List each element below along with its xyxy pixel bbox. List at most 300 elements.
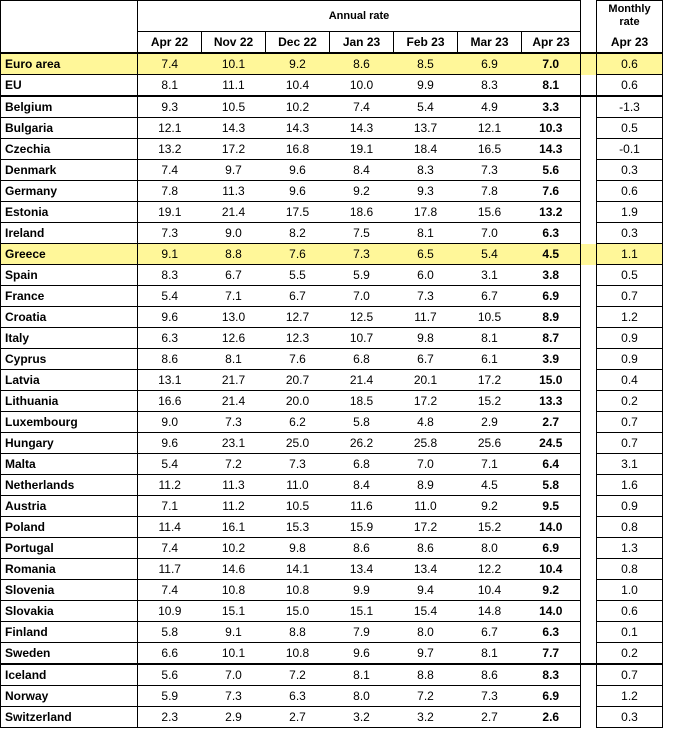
annual-rate-cell: 2.7 xyxy=(458,707,522,728)
annual-rate-cell: 6.3 xyxy=(138,328,202,349)
country-name: Norway xyxy=(1,686,138,707)
latest-annual-rate: 6.4 xyxy=(522,454,581,475)
annual-rate-cell: 7.4 xyxy=(138,580,202,601)
annual-rate-cell: 10.8 xyxy=(266,580,330,601)
annual-rate-cell: 5.8 xyxy=(138,622,202,643)
column-gap xyxy=(581,538,597,559)
column-gap xyxy=(581,244,597,265)
monthly-rate-cell: 0.7 xyxy=(597,433,663,454)
annual-rate-cell: 7.0 xyxy=(330,286,394,307)
annual-rate-cell: 6.7 xyxy=(458,286,522,307)
monthly-rate-cell: 1.1 xyxy=(597,244,663,265)
annual-rate-cell: 7.8 xyxy=(458,181,522,202)
annual-rate-cell: 23.1 xyxy=(202,433,266,454)
annual-rate-cell: 21.7 xyxy=(202,370,266,391)
annual-rate-cell: 8.3 xyxy=(138,265,202,286)
annual-rate-cell: 16.5 xyxy=(458,139,522,160)
monthly-rate-cell: 0.6 xyxy=(597,181,663,202)
monthly-rate-cell: 0.1 xyxy=(597,622,663,643)
column-gap xyxy=(581,349,597,370)
annual-rate-cell: 19.1 xyxy=(330,139,394,160)
country-name: Iceland xyxy=(1,664,138,686)
latest-annual-rate: 24.5 xyxy=(522,433,581,454)
annual-rate-cell: 25.0 xyxy=(266,433,330,454)
column-gap xyxy=(581,391,597,412)
country-name: France xyxy=(1,286,138,307)
country-name: Latvia xyxy=(1,370,138,391)
annual-rate-cell: 8.2 xyxy=(266,223,330,244)
annual-rate-cell: 9.8 xyxy=(394,328,458,349)
column-gap xyxy=(581,643,597,665)
column-gap xyxy=(581,202,597,223)
annual-rate-cell: 3.2 xyxy=(330,707,394,728)
country-name: Portugal xyxy=(1,538,138,559)
monthly-rate-cell: 0.6 xyxy=(597,53,663,75)
annual-rate-cell: 17.2 xyxy=(202,139,266,160)
monthly-rate-cell: 0.7 xyxy=(597,412,663,433)
annual-rate-cell: 8.1 xyxy=(330,664,394,686)
latest-annual-rate: 7.7 xyxy=(522,643,581,665)
column-gap xyxy=(581,559,597,580)
annual-rate-cell: 9.3 xyxy=(394,181,458,202)
annual-rate-cell: 8.1 xyxy=(458,328,522,349)
monthly-rate-cell: 0.9 xyxy=(597,496,663,517)
annual-rate-cell: 8.6 xyxy=(330,53,394,75)
monthly-rate-cell: 0.7 xyxy=(597,286,663,307)
latest-annual-rate: 3.3 xyxy=(522,96,581,118)
annual-rate-cell: 9.0 xyxy=(202,223,266,244)
annual-rate-cell: 2.7 xyxy=(266,707,330,728)
annual-rate-cell: 12.7 xyxy=(266,307,330,328)
annual-rate-cell: 16.6 xyxy=(138,391,202,412)
monthly-col-header: Apr 23 xyxy=(597,32,663,54)
country-name: Slovenia xyxy=(1,580,138,601)
annual-rate-cell: 7.8 xyxy=(138,181,202,202)
column-gap xyxy=(581,664,597,686)
annual-rate-cell: 8.8 xyxy=(202,244,266,265)
column-gap xyxy=(581,433,597,454)
annual-rate-cell: 8.6 xyxy=(458,664,522,686)
annual-rate-cell: 13.4 xyxy=(394,559,458,580)
annual-rate-cell: 11.3 xyxy=(202,181,266,202)
annual-rate-cell: 15.1 xyxy=(202,601,266,622)
country-name: Luxembourg xyxy=(1,412,138,433)
annual-rate-cell: 6.5 xyxy=(394,244,458,265)
annual-rate-cell: 10.1 xyxy=(202,53,266,75)
annual-rate-cell: 2.9 xyxy=(458,412,522,433)
annual-rate-cell: 12.3 xyxy=(266,328,330,349)
latest-annual-rate: 13.3 xyxy=(522,391,581,412)
table-row xyxy=(1,686,663,707)
annual-rate-cell: 18.4 xyxy=(394,139,458,160)
annual-rate-cell: 18.5 xyxy=(330,391,394,412)
annual-rate-cell: 9.0 xyxy=(138,412,202,433)
annual-rate-cell: 6.7 xyxy=(266,286,330,307)
column-gap xyxy=(581,622,597,643)
latest-annual-rate: 6.3 xyxy=(522,223,581,244)
annual-rate-cell: 11.6 xyxy=(330,496,394,517)
annual-rate-cell: 5.5 xyxy=(266,265,330,286)
monthly-rate-cell: 0.9 xyxy=(597,349,663,370)
country-name: Lithuania xyxy=(1,391,138,412)
annual-rate-cell: 6.9 xyxy=(458,53,522,75)
monthly-rate-cell: -0.1 xyxy=(597,139,663,160)
monthly-rate-cell: 1.3 xyxy=(597,538,663,559)
annual-rate-cell: 8.3 xyxy=(394,160,458,181)
latest-annual-rate: 4.5 xyxy=(522,244,581,265)
annual-rate-cell: 8.9 xyxy=(394,475,458,496)
annual-rate-cell: 9.6 xyxy=(266,160,330,181)
country-name: Romania xyxy=(1,559,138,580)
country-name: Sweden xyxy=(1,643,138,665)
annual-rate-cell: 12.2 xyxy=(458,559,522,580)
column-gap xyxy=(581,307,597,328)
annual-rate-cell: 9.2 xyxy=(330,181,394,202)
annual-rate-cell: 17.5 xyxy=(266,202,330,223)
latest-annual-rate: 9.2 xyxy=(522,580,581,601)
annual-rate-cell: 6.7 xyxy=(458,622,522,643)
annual-rate-cell: 10.0 xyxy=(330,75,394,97)
col-header: Dec 22 xyxy=(266,32,330,54)
column-gap xyxy=(581,286,597,307)
country-name: Czechia xyxy=(1,139,138,160)
annual-rate-cell: 7.6 xyxy=(266,349,330,370)
annual-rate-cell: 7.0 xyxy=(202,664,266,686)
annual-rate-cell: 7.3 xyxy=(458,686,522,707)
annual-rate-cell: 6.1 xyxy=(458,349,522,370)
annual-rate-cell: 9.6 xyxy=(330,643,394,665)
table-row xyxy=(1,601,663,622)
column-gap xyxy=(581,475,597,496)
annual-rate-cell: 8.8 xyxy=(394,664,458,686)
monthly-rate-cell: 0.7 xyxy=(597,664,663,686)
monthly-rate-cell: 1.2 xyxy=(597,686,663,707)
annual-rate-cell: 15.9 xyxy=(330,517,394,538)
table-row xyxy=(1,433,663,454)
annual-rate-cell: 17.8 xyxy=(394,202,458,223)
monthly-rate-cell: 0.6 xyxy=(597,75,663,97)
country-name: Spain xyxy=(1,265,138,286)
country-name: Greece xyxy=(1,244,138,265)
annual-rate-cell: 15.1 xyxy=(330,601,394,622)
annual-rate-cell: 8.5 xyxy=(394,53,458,75)
annual-rate-cell: 6.7 xyxy=(202,265,266,286)
table-row xyxy=(1,181,663,202)
annual-rate-cell: 12.1 xyxy=(458,118,522,139)
col-header: Mar 23 xyxy=(458,32,522,54)
annual-rate-cell: 8.6 xyxy=(138,349,202,370)
annual-rate-cell: 9.7 xyxy=(394,643,458,665)
latest-annual-rate: 14.0 xyxy=(522,601,581,622)
annual-rate-cell: 9.9 xyxy=(330,580,394,601)
annual-rate-cell: 12.1 xyxy=(138,118,202,139)
column-gap xyxy=(581,454,597,475)
monthly-rate-cell: 3.1 xyxy=(597,454,663,475)
monthly-rate-header xyxy=(597,1,663,32)
annual-rate-cell: 17.2 xyxy=(394,391,458,412)
annual-rate-cell: 10.4 xyxy=(266,75,330,97)
annual-rate-cell: 20.1 xyxy=(394,370,458,391)
latest-annual-rate: 5.8 xyxy=(522,475,581,496)
annual-rate-cell: 21.4 xyxy=(330,370,394,391)
annual-rate-cell: 9.7 xyxy=(202,160,266,181)
annual-rate-cell: 14.3 xyxy=(266,118,330,139)
column-gap xyxy=(581,601,597,622)
latest-annual-rate: 9.5 xyxy=(522,496,581,517)
column-gap xyxy=(581,118,597,139)
annual-rate-cell: 9.6 xyxy=(266,181,330,202)
country-name: Poland xyxy=(1,517,138,538)
annual-rate-cell: 15.2 xyxy=(458,391,522,412)
country-name: Malta xyxy=(1,454,138,475)
annual-rate-cell: 7.4 xyxy=(138,53,202,75)
col-header: Jan 23 xyxy=(330,32,394,54)
annual-rate-cell: 8.1 xyxy=(458,643,522,665)
column-gap xyxy=(581,496,597,517)
annual-rate-cell: 6.6 xyxy=(138,643,202,665)
country-name: EU xyxy=(1,75,138,97)
latest-annual-rate: 8.9 xyxy=(522,307,581,328)
annual-rate-cell: 5.4 xyxy=(394,96,458,118)
annual-rate-cell: 10.5 xyxy=(458,307,522,328)
annual-rate-cell: 9.8 xyxy=(266,538,330,559)
table-row xyxy=(1,328,663,349)
table-row xyxy=(1,412,663,433)
col-header: Nov 22 xyxy=(202,32,266,54)
annual-rate-cell: 10.8 xyxy=(266,643,330,665)
latest-annual-rate: 7.6 xyxy=(522,181,581,202)
monthly-rate-cell: 0.6 xyxy=(597,601,663,622)
annual-rate-cell: 7.1 xyxy=(202,286,266,307)
country-name: Switzerland xyxy=(1,707,138,728)
annual-rate-cell: 10.4 xyxy=(458,580,522,601)
annual-rate-cell: 6.8 xyxy=(330,349,394,370)
monthly-rate-cell: 0.8 xyxy=(597,517,663,538)
annual-rate-cell: 11.2 xyxy=(138,475,202,496)
annual-rate-cell: 8.0 xyxy=(458,538,522,559)
annual-rate-cell: 7.5 xyxy=(330,223,394,244)
latest-annual-rate: 7.0 xyxy=(522,53,581,75)
table-row xyxy=(1,75,663,97)
country-name: Netherlands xyxy=(1,475,138,496)
annual-rate-cell: 7.2 xyxy=(394,686,458,707)
table-row xyxy=(1,559,663,580)
annual-rate-cell: 20.0 xyxy=(266,391,330,412)
annual-rate-cell: 13.4 xyxy=(330,559,394,580)
annual-rate-cell: 6.7 xyxy=(394,349,458,370)
annual-rate-cell: 10.1 xyxy=(202,643,266,665)
country-name: Italy xyxy=(1,328,138,349)
annual-rate-cell: 5.9 xyxy=(330,265,394,286)
country-name: Ireland xyxy=(1,223,138,244)
annual-rate-cell: 6.8 xyxy=(330,454,394,475)
table-row xyxy=(1,286,663,307)
annual-rate-cell: 5.4 xyxy=(138,454,202,475)
table-row xyxy=(1,223,663,244)
column-gap xyxy=(581,328,597,349)
annual-rate-cell: 7.4 xyxy=(330,96,394,118)
latest-annual-rate: 6.9 xyxy=(522,286,581,307)
annual-rate-cell: 25.8 xyxy=(394,433,458,454)
annual-rate-cell: 10.8 xyxy=(202,580,266,601)
annual-rate-cell: 6.0 xyxy=(394,265,458,286)
monthly-header-line2: rate xyxy=(619,16,640,29)
annual-rate-cell: 7.3 xyxy=(458,160,522,181)
annual-rate-cell: 4.5 xyxy=(458,475,522,496)
annual-rate-cell: 10.5 xyxy=(266,496,330,517)
annual-rate-cell: 7.9 xyxy=(330,622,394,643)
annual-rate-cell: 7.1 xyxy=(138,496,202,517)
table-row xyxy=(1,265,663,286)
annual-rate-cell: 12.5 xyxy=(330,307,394,328)
annual-rate-cell: 11.0 xyxy=(394,496,458,517)
annual-rate-cell: 11.7 xyxy=(138,559,202,580)
annual-rate-cell: 11.2 xyxy=(202,496,266,517)
column-gap xyxy=(581,96,597,118)
annual-rate-cell: 8.0 xyxy=(394,622,458,643)
annual-rate-cell: 4.8 xyxy=(394,412,458,433)
country-name: Denmark xyxy=(1,160,138,181)
annual-rate-cell: 13.7 xyxy=(394,118,458,139)
annual-rate-cell: 8.1 xyxy=(394,223,458,244)
annual-rate-cell: 8.1 xyxy=(202,349,266,370)
table-row xyxy=(1,622,663,643)
monthly-rate-cell: 1.9 xyxy=(597,202,663,223)
column-gap xyxy=(581,53,597,75)
column-gap xyxy=(581,707,597,728)
annual-rate-cell: 11.7 xyxy=(394,307,458,328)
annual-rate-cell: 7.3 xyxy=(202,412,266,433)
annual-rate-cell: 8.3 xyxy=(458,75,522,97)
monthly-rate-cell: 0.5 xyxy=(597,265,663,286)
monthly-rate-cell: 0.4 xyxy=(597,370,663,391)
annual-rate-cell: 7.3 xyxy=(266,454,330,475)
annual-rate-cell: 6.2 xyxy=(266,412,330,433)
latest-annual-rate: 13.2 xyxy=(522,202,581,223)
annual-rate-header: Annual rate xyxy=(138,1,581,32)
table-row xyxy=(1,391,663,412)
latest-annual-rate: 14.3 xyxy=(522,139,581,160)
annual-rate-cell: 15.2 xyxy=(458,517,522,538)
monthly-header-line1: Monthly xyxy=(608,3,651,16)
column-gap xyxy=(581,686,597,707)
annual-rate-cell: 5.6 xyxy=(138,664,202,686)
column-gap xyxy=(581,370,597,391)
latest-annual-rate: 10.3 xyxy=(522,118,581,139)
latest-annual-rate: 14.0 xyxy=(522,517,581,538)
monthly-rate-cell: 0.2 xyxy=(597,643,663,665)
table-row xyxy=(1,160,663,181)
latest-annual-rate: 6.3 xyxy=(522,622,581,643)
annual-rate-cell: 13.0 xyxy=(202,307,266,328)
col-header: Feb 23 xyxy=(394,32,458,54)
annual-rate-cell: 8.1 xyxy=(138,75,202,97)
annual-rate-cell: 9.6 xyxy=(138,433,202,454)
table-row xyxy=(1,580,663,601)
annual-rate-cell: 8.6 xyxy=(330,538,394,559)
annual-rate-cell: 5.9 xyxy=(138,686,202,707)
table-row xyxy=(1,707,663,728)
annual-rate-cell: 7.6 xyxy=(266,244,330,265)
column-gap xyxy=(581,75,597,97)
annual-rate-cell: 10.7 xyxy=(330,328,394,349)
annual-rate-cell: 14.6 xyxy=(202,559,266,580)
annual-rate-cell: 6.3 xyxy=(266,686,330,707)
annual-rate-cell: 7.0 xyxy=(394,454,458,475)
annual-rate-cell: 10.5 xyxy=(202,96,266,118)
latest-annual-rate: 2.7 xyxy=(522,412,581,433)
corner-cell xyxy=(1,1,138,32)
annual-rate-cell: 16.8 xyxy=(266,139,330,160)
annual-rate-cell: 17.2 xyxy=(394,517,458,538)
latest-annual-rate: 15.0 xyxy=(522,370,581,391)
annual-rate-cell: 2.3 xyxy=(138,707,202,728)
annual-rate-cell: 9.9 xyxy=(394,75,458,97)
column-gap xyxy=(581,265,597,286)
annual-rate-cell: 18.6 xyxy=(330,202,394,223)
annual-rate-cell: 7.1 xyxy=(458,454,522,475)
country-name: Bulgaria xyxy=(1,118,138,139)
latest-annual-rate: 6.9 xyxy=(522,686,581,707)
annual-rate-cell: 14.3 xyxy=(330,118,394,139)
annual-rate-cell: 9.1 xyxy=(138,244,202,265)
column-gap xyxy=(581,139,597,160)
monthly-rate-cell: 0.8 xyxy=(597,559,663,580)
annual-rate-cell: 8.6 xyxy=(394,538,458,559)
annual-rate-cell: 10.9 xyxy=(138,601,202,622)
monthly-rate-cell: 0.9 xyxy=(597,328,663,349)
monthly-rate-cell: 1.0 xyxy=(597,580,663,601)
latest-annual-rate: 6.9 xyxy=(522,538,581,559)
monthly-rate-cell: -1.3 xyxy=(597,96,663,118)
annual-rate-cell: 13.2 xyxy=(138,139,202,160)
annual-rate-cell: 8.4 xyxy=(330,475,394,496)
annual-rate-cell: 3.2 xyxy=(394,707,458,728)
table-row xyxy=(1,244,663,265)
latest-annual-rate: 10.4 xyxy=(522,559,581,580)
table-row xyxy=(1,643,663,665)
annual-rate-cell: 9.4 xyxy=(394,580,458,601)
annual-rate-cell: 15.0 xyxy=(266,601,330,622)
table-row xyxy=(1,370,663,391)
latest-annual-rate: 3.9 xyxy=(522,349,581,370)
annual-rate-cell: 9.1 xyxy=(202,622,266,643)
annual-rate-cell: 20.7 xyxy=(266,370,330,391)
annual-rate-cell: 7.2 xyxy=(202,454,266,475)
country-name: Finland xyxy=(1,622,138,643)
annual-rate-cell: 7.0 xyxy=(458,223,522,244)
annual-rate-cell: 7.3 xyxy=(202,686,266,707)
annual-rate-cell: 15.3 xyxy=(266,517,330,538)
column-gap xyxy=(581,160,597,181)
latest-annual-rate: 8.1 xyxy=(522,75,581,97)
column-gap xyxy=(581,517,597,538)
annual-rate-cell: 17.2 xyxy=(458,370,522,391)
annual-rate-cell: 14.1 xyxy=(266,559,330,580)
monthly-rate-cell: 0.2 xyxy=(597,391,663,412)
table-row xyxy=(1,475,663,496)
monthly-rate-cell: 0.3 xyxy=(597,223,663,244)
annual-rate-cell: 5.4 xyxy=(138,286,202,307)
country-name: Slovakia xyxy=(1,601,138,622)
column-gap xyxy=(581,223,597,244)
country-name: Croatia xyxy=(1,307,138,328)
annual-rate-cell: 2.9 xyxy=(202,707,266,728)
annual-rate-cell: 15.4 xyxy=(394,601,458,622)
country-name: Cyprus xyxy=(1,349,138,370)
country-name: Germany xyxy=(1,181,138,202)
annual-rate-cell: 13.1 xyxy=(138,370,202,391)
